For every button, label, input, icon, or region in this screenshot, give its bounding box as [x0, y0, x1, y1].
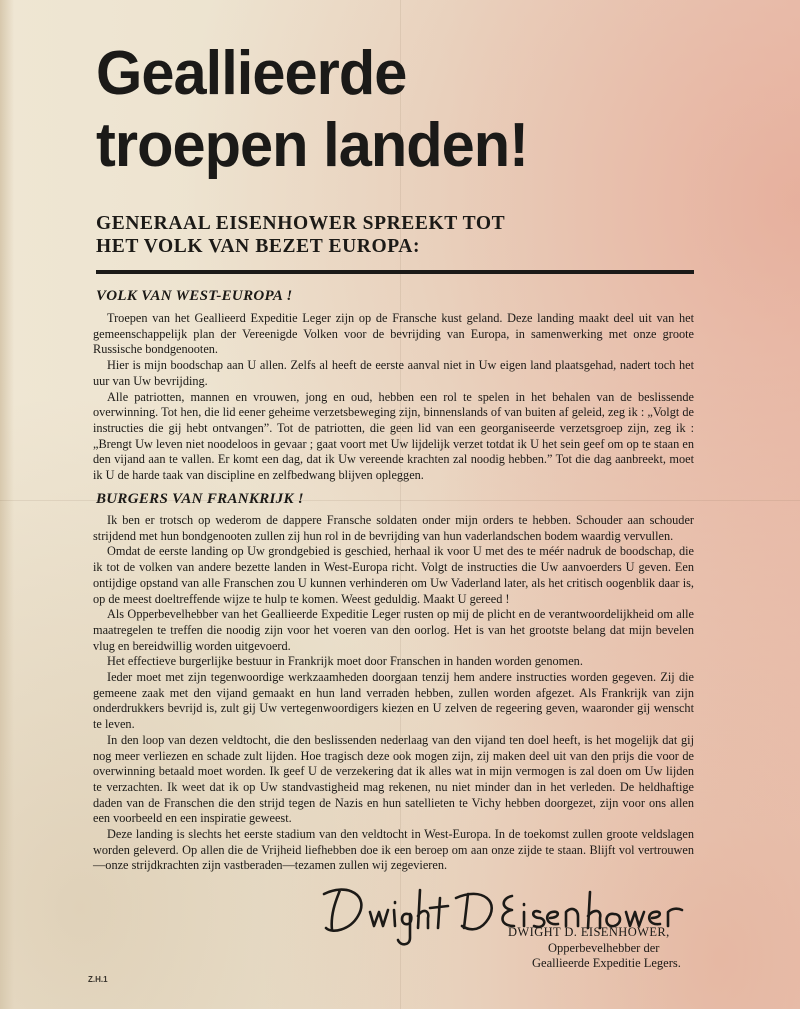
headline [96, 38, 528, 182]
subheadline [96, 212, 696, 258]
paragraph: Ik ben er trotsch op wederom de dappere Fransche soldaten onder mijn orders te hebben. Schouder aan schouder strijdend met hun bondgenooten zullen zij hun rol in de bevrijding van hun vaderlandschen bodem waardig vervullen. [93, 513, 694, 543]
paragraph: In den loop van dezen veldtocht, die den beslissenden nederlaag van den vijand ten doel heeft, is het mogelijk dat gij nog meer verliezen en schade zult lijden. Hoe tragisch deze ook mogen zijn, zij maken deel uit van den prijs die voor de overwinning betaald moet worden. Ik geef U de verzekering dat ik alles wat in mijn vermogen is zal doen om Uw lijden te verzachten. Ik weet dat ik op Uw standvastigheid mag rekenen, nu niet minder dan in het verleden. De heldhaftige daden van de Franschen die den strijd tegen de Nazis en hun satellieten te Vichy hebben doorgezet, zijn voor ons allen een voorbeeld en een inspiratie geweest. [93, 732, 694, 826]
paragraph: Alle patriotten, mannen en vrouwen, jong en oud, hebben een rol te spelen in het behalen van de beslissende overwinning. Tot hen, die lid eener geheime verzetsbeweging zijn, binnenslands of van buiten af geleid, zeg ik : „Volgt de instructies die gij hebt ontvangen”. Tot de patriotten, die geen lid van een georganiseerde verzetsgroep zijn, zeg ik : „Brengt Uw leven niet noodeloos in gevaar ; gaat voort met Uw lijdelijk verzet totdat ik U het sein geef om op te staan en den vijand aan te vallen. Er komt een dag, dat ik Uw vereende krachten zal noodig hebben.” Tot die dag aanbreekt, moet ik U de harde taak van discipline en zelfbedwang blijven opleggen. [93, 389, 694, 483]
paragraph: Als Opperbevelhebber van het Geallieerde Expeditie Leger rusten op mij de plicht en de verantwoordelijkheid om alle maatregelen te treffen die noodig zijn voor het voeren van den oorlog. Het is van het grootste belang dat mijn bevelen vlug en bereidwillig worden uitgevoerd. [93, 607, 694, 653]
paragraph: Ieder moet met zijn tegenwoordige werkzaamheden doorgaan tenzij hem andere instructies worden gegeven. Zij die gemeene zaak met den vijand gemaakt en hun land verraden hebben, zullen worden afgezet. Als Frankrijk van zijn onderdrukkers bevrijd is, zult gij Uw vertegenwoordigers kiezen en U zelven de regeering geven, waaronder gij wenscht te leven. [93, 670, 694, 732]
subheadline-line-2: HET VOLK VAN BEZET EUROPA: [96, 236, 421, 257]
signatory-title-line-1: Opperbevelhebber der [548, 941, 660, 955]
headline-line-2: troepen landen! [96, 111, 529, 180]
headline-line-1: Geallieerde [96, 39, 407, 108]
section-title-west-europe: VOLK VAN WEST-EUROPA ! [96, 288, 293, 304]
signatory-name: DWIGHT D. EISENHOWER, [508, 925, 670, 939]
paragraph: Omdat de eerste landing op Uw grondgebied is geschied, herhaal ik voor U met des te méér nadruk de boodschap, die ik tot de volken van andere bezette landen in West-Europa richt. Volgt de instructies die Uw aanvoerders U geven. Een ontijdige opstand van alle Franschen zou U kunnen verhinderen om Uw Vaderland later, als het critisch oogenblik daar is, op de meest doeltreffende wijze te hulp te komen. Weest geduldig. Maakt U gereed ! [93, 544, 694, 606]
paragraph: Hier is mijn boodschap aan U allen. Zelfs al heeft de eerste aanval niet in Uw eigen land plaatsgehad, nadert toch het uur van Uw bevrijding. [93, 358, 694, 388]
subheadline-line-1: GENERAAL EISENHOWER SPREEKT TOT [96, 213, 506, 234]
section-body-france [93, 513, 694, 874]
signatory-title-line-2: Geallieerde Expeditie Legers. [532, 956, 681, 970]
divider-rule [96, 270, 694, 274]
section-title-france: BURGERS VAN FRANKRIJK ! [96, 491, 304, 507]
torn-edge [0, 0, 14, 1009]
printer-code: Z.H.1 [88, 975, 108, 984]
paragraph: Het effectieve burgerlijke bestuur in Frankrijk moet door Franschen in handen worden genomen. [107, 654, 583, 669]
paragraph: Troepen van het Geallieerd Expeditie Leger zijn op de Fransche kust geland. Deze landing maakt deel uit van het gemeenschappelijk plan der Vereenigde Volken voor de bevrijding van Europa, in samenwerking met onze groote Russische bondgenooten. [93, 311, 694, 357]
paragraph: Deze landing is slechts het eerste stadium van den veldtocht in West-Europa. In de toekomst zullen groote veldslagen worden geleverd. Op allen die de Vrijheid liefhebben doe ik een beroep om aan onze zijde te staan. Blijft vol vertrouwen—onze strijdkrachten zijn vastberaden—tezamen zullen wij zegevieren. [93, 827, 694, 873]
section-body-west-europe [93, 311, 694, 484]
handwritten-signature [318, 872, 698, 952]
